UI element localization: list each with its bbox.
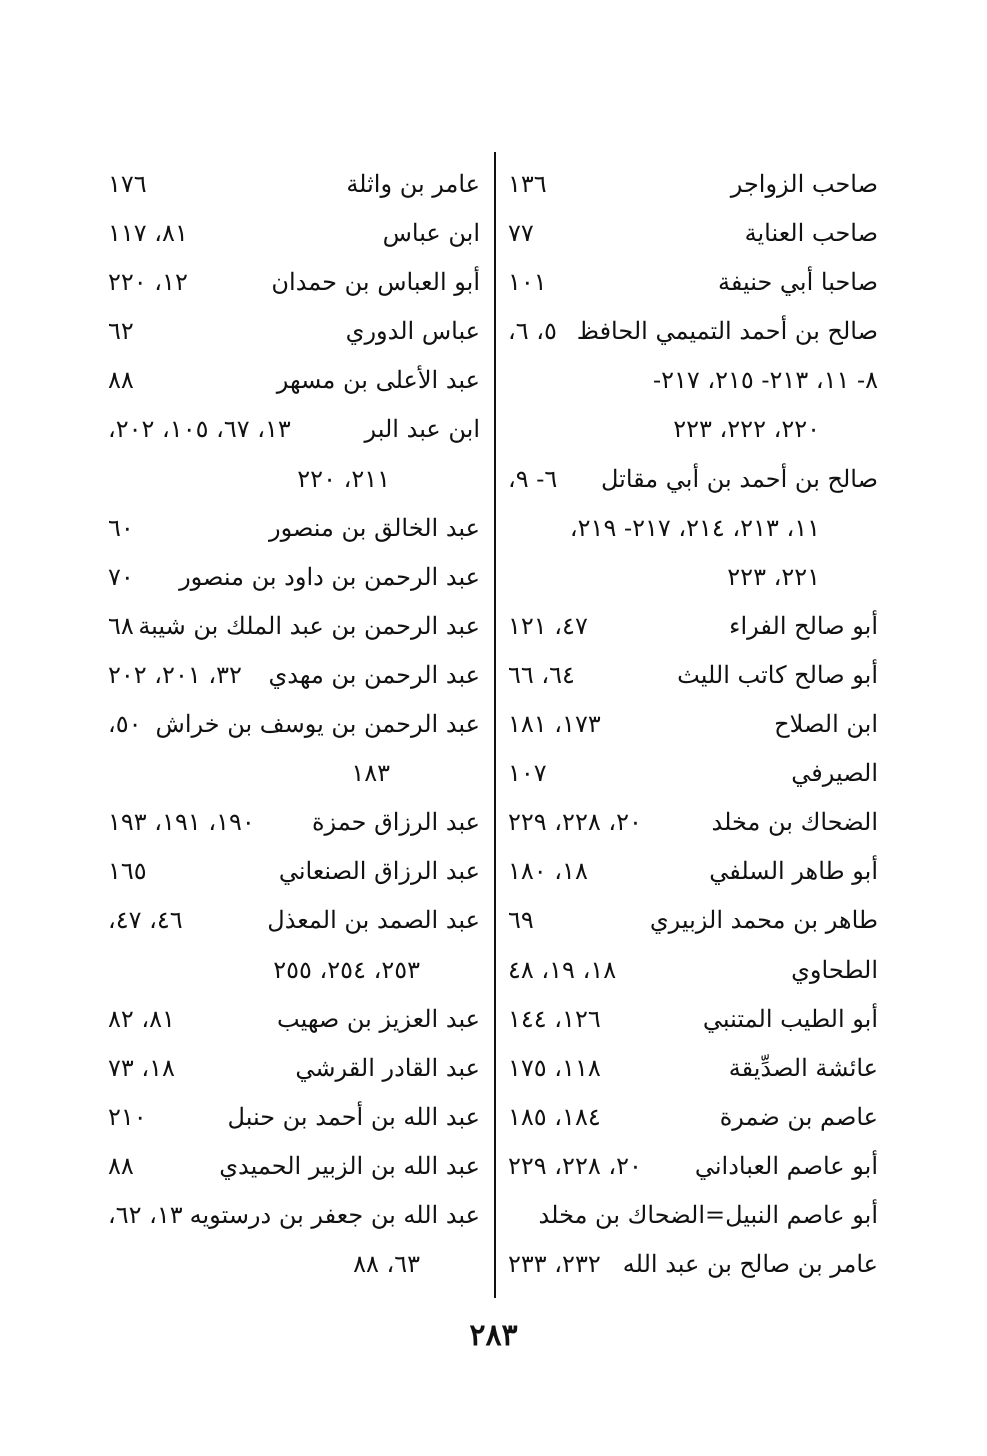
index-column-right xyxy=(508,160,878,1289)
entry-name: أبو صالح الفراء xyxy=(729,611,878,640)
index-entry xyxy=(508,209,878,258)
entry-name: أبو الطيب المتنبي xyxy=(702,1004,878,1033)
entry-pages: ٢٢١، ٢٢٣ xyxy=(727,562,820,591)
entry-pages: ٢٠، ٢٢٨، ٢٢٩ xyxy=(508,1151,642,1180)
index-entry xyxy=(108,307,480,356)
entry-name: عبد الصمد بن المعذل xyxy=(267,906,480,935)
entry-name: عباس الدوري xyxy=(345,317,480,346)
entry-name: عامر بن صالح بن عبد الله xyxy=(622,1250,878,1279)
entry-name: أبو عاصم النبيل=الضحاك بن مخلد xyxy=(538,1200,878,1229)
entry-pages: ١٨، ٧٣ xyxy=(108,1053,175,1082)
index-entry xyxy=(108,995,480,1044)
page-number: ٢٨٣ xyxy=(469,1318,518,1353)
index-entry xyxy=(108,1191,480,1240)
entry-name: الطحاوي xyxy=(791,955,878,984)
entry-pages: ١١٨، ١٧٥ xyxy=(508,1053,601,1082)
entry-name: عبد الخالق بن منصور xyxy=(268,513,480,542)
entry-pages: ١١، ٢١٣، ٢١٤، ٢١٧- ٢١٩، xyxy=(569,513,820,542)
index-entry xyxy=(108,1142,480,1191)
entry-pages: ١٨٣ xyxy=(351,759,390,788)
entry-pages: ٤٦، ٤٧، xyxy=(108,906,183,935)
entry-pages: ٥٠، xyxy=(108,710,142,739)
entry-name: عبد الرحمن بن يوسف بن خراش xyxy=(155,710,480,739)
index-entry-continuation xyxy=(108,1240,480,1289)
entry-pages: ٧٧ xyxy=(508,219,534,248)
index-entry-continuation xyxy=(508,504,878,553)
entry-name: عبد الرحمن بن داود بن منصور xyxy=(179,562,480,591)
index-entry xyxy=(508,258,878,307)
entry-pages: ٢٥٣، ٢٥٤، ٢٥٥ xyxy=(273,955,420,984)
index-entry xyxy=(508,1191,878,1240)
index-entry-continuation xyxy=(508,405,878,454)
index-entry xyxy=(108,896,480,945)
entry-name: ابن عباس xyxy=(382,219,480,248)
entry-name: صاحب الزواجر xyxy=(730,170,878,198)
index-entry xyxy=(108,602,480,651)
index-entry xyxy=(508,946,878,995)
index-entry-continuation xyxy=(108,749,480,798)
entry-name: عبد الرحمن بن عبد الملك بن شيبة xyxy=(138,611,480,640)
entry-pages: ٦٠ xyxy=(108,513,134,542)
index-entry xyxy=(508,651,878,700)
entry-name: صاحبا أبي حنيفة xyxy=(717,268,878,297)
index-entry xyxy=(108,504,480,553)
index-entry xyxy=(508,1240,878,1289)
index-entry xyxy=(508,455,878,504)
entry-name: عبد الرحمن بن مهدي xyxy=(268,660,480,689)
entry-name: أبو صالح كاتب الليث xyxy=(677,660,878,689)
entry-name: صالح بن أحمد التميمي الحافظ xyxy=(576,317,878,346)
entry-pages: ١٠٧ xyxy=(508,759,547,788)
index-entry xyxy=(108,1044,480,1093)
index-entry xyxy=(108,651,480,700)
index-column-left xyxy=(108,160,480,1289)
entry-pages: ٦٩ xyxy=(508,906,534,935)
entry-pages: ٤٧، ١٢١ xyxy=(508,611,588,640)
entry-name: الصيرفي xyxy=(791,759,878,788)
index-entry xyxy=(108,356,480,405)
entry-pages: ٨- ١١، ٢١٣- ٢١٥، ٢١٧- xyxy=(652,366,878,395)
index-entry-continuation xyxy=(508,356,878,405)
entry-name: الضحاك بن مخلد xyxy=(711,808,878,837)
index-entry xyxy=(508,1044,878,1093)
entry-name: عبد الرزاق الصنعاني xyxy=(278,857,480,886)
entry-pages: ٨٨ xyxy=(108,366,134,395)
entry-pages: ٨١، ٨٢ xyxy=(108,1004,175,1033)
entry-pages: ٢٢٠، ٢٢٢، ٢٢٣ xyxy=(673,415,820,444)
entry-name: عبد القادر القرشي xyxy=(295,1053,480,1082)
index-entry xyxy=(508,307,878,356)
entry-pages: ٢٣٢، ٢٣٣ xyxy=(508,1250,601,1279)
entry-pages: ١٣، ٦٧، ١٠٥، ٢٠٢، xyxy=(108,415,291,444)
entry-name: ابن الصلاح xyxy=(774,710,878,739)
index-entry-continuation xyxy=(508,553,878,602)
entry-pages: ٦٤، ٦٦ xyxy=(508,660,575,689)
index-entry xyxy=(508,1093,878,1142)
entry-name: صاحب العناية xyxy=(744,219,878,248)
entry-pages: ١٩٠، ١٩١، ١٩٣ xyxy=(108,808,255,837)
index-entry xyxy=(508,798,878,847)
entry-name: عبد الله بن أحمد بن حنبل xyxy=(227,1102,480,1131)
index-entry xyxy=(108,209,480,258)
index-entry xyxy=(108,405,480,454)
index-entry xyxy=(508,160,878,209)
index-entry xyxy=(508,602,878,651)
entry-name: صالح بن أحمد بن أبي مقاتل xyxy=(600,464,878,493)
entry-pages: ٨٨ xyxy=(108,1151,134,1180)
entry-pages: ١٦٥ xyxy=(108,857,147,886)
entry-pages: ١٨، ١٩، ٤٨ xyxy=(508,955,617,984)
entry-name: أبو العباس بن حمدان xyxy=(271,268,480,297)
entry-name: أبو عاصم العباداني xyxy=(694,1151,878,1180)
entry-name: طاهر بن محمد الزبيري xyxy=(649,906,878,935)
entry-pages: ١٨٤، ١٨٥ xyxy=(508,1102,601,1131)
entry-pages: ١٣، ٦٢، xyxy=(108,1200,183,1229)
entry-pages: ٢١٠ xyxy=(108,1102,147,1131)
entry-pages: ١٣٦ xyxy=(508,170,547,198)
index-entry xyxy=(108,258,480,307)
entry-name: عبد الله بن الزبير الحميدي xyxy=(219,1151,480,1180)
entry-name: عبد العزيز بن صهيب xyxy=(277,1004,480,1033)
entry-pages: ٢٠، ٢٢٨، ٢٢٩ xyxy=(508,808,642,837)
entry-pages: ١٨، ١٨٠ xyxy=(508,857,588,886)
entry-pages: ٦٢ xyxy=(108,317,134,346)
index-entry xyxy=(108,160,480,209)
entry-name: عبد الله بن جعفر بن درستويه xyxy=(189,1200,480,1229)
entry-pages: ٦- ٩، xyxy=(508,464,558,493)
index-entry xyxy=(108,700,480,749)
entry-name: عبد الأعلى بن مسهر xyxy=(276,366,480,395)
column-divider xyxy=(494,152,496,1298)
index-entry xyxy=(508,896,878,945)
entry-pages: ٣٢، ٢٠١، ٢٠٢ xyxy=(108,660,242,689)
index-entry-continuation xyxy=(108,946,480,995)
entry-pages: ٥، ٦، xyxy=(508,317,557,346)
index-entry xyxy=(508,1142,878,1191)
entry-name: ابن عبد البر xyxy=(364,415,480,444)
index-entry-continuation xyxy=(108,455,480,504)
entry-pages: ٦٨ xyxy=(108,611,134,640)
index-entry xyxy=(108,798,480,847)
index-entry xyxy=(508,847,878,896)
index-entry xyxy=(108,847,480,896)
entry-name: عاصم بن ضمرة xyxy=(719,1102,878,1131)
entry-pages: ١٠١ xyxy=(508,268,547,297)
entry-pages: ١٧٣، ١٨١ xyxy=(508,710,601,739)
entry-pages: ٦٣، ٨٨ xyxy=(353,1250,420,1279)
entry-name: عبد الرزاق حمزة xyxy=(311,808,480,837)
index-entry xyxy=(508,749,878,798)
entry-name: عائشة الصدِّيقة xyxy=(728,1053,878,1082)
index-entry xyxy=(508,995,878,1044)
entry-pages: ٢١١، ٢٢٠ xyxy=(297,464,390,493)
index-entry xyxy=(508,700,878,749)
entry-pages: ١٢، ٢٢٠ xyxy=(108,268,188,297)
entry-pages: ١٧٦ xyxy=(108,170,147,198)
entry-name: أبو طاهر السلفي xyxy=(709,857,878,886)
entry-pages: ١٢٦، ١٤٤ xyxy=(508,1004,601,1033)
entry-name: عامر بن واثلة xyxy=(346,170,480,198)
index-entry xyxy=(108,1093,480,1142)
entry-pages: ٨١، ١١٧ xyxy=(108,219,188,248)
index-entry xyxy=(108,553,480,602)
entry-pages: ٧٠ xyxy=(108,562,134,591)
